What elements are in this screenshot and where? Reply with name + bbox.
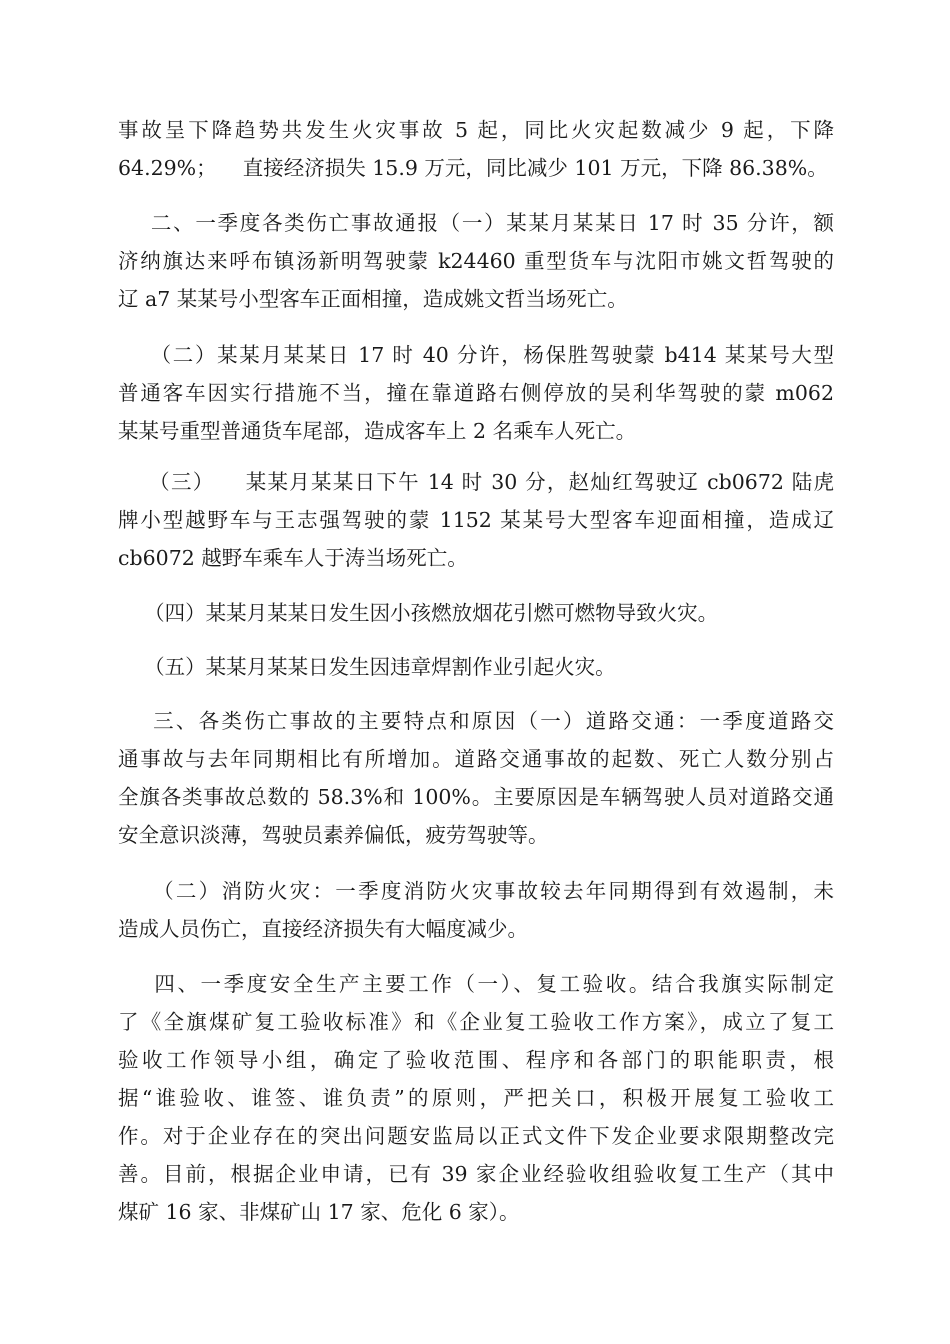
paragraph-resumption-work — [118, 965, 834, 1231]
paragraph-case-1 — [118, 204, 834, 318]
text-line: 安全意识淡薄，驾驶员素养偏低，疲劳驾驶等。 — [118, 823, 549, 847]
text-line: 某某号重型普通货车尾部，造成客车上 2 名乘车人死亡。 — [118, 419, 637, 443]
text-line: 验收工作领导小组，确定了验收范围、程序和各部门的职能职责，根 — [118, 1048, 834, 1072]
paragraph-fire-control — [118, 872, 834, 948]
text-line: （二）消防火灾：一季度消防火灾事故较去年同期得到有效遏制，未 — [118, 879, 834, 903]
text-line: （三） 某某月某某日下午 14 时 30 分，赵灿红驾驶辽 cb0672 陆虎 — [118, 470, 834, 494]
text-line: 64.29%； 直接经济损失 15.9 万元，同比减少 101 万元，下降 86.38%。 — [118, 156, 828, 180]
text-line: 普通客车因实行措施不当，撞在靠道路右侧停放的吴利华驾驶的蒙 m062 — [118, 381, 834, 405]
text-line: 济纳旗达来呼布镇汤新明驾驶蒙 k24460 重型货车与沈阳市姚文哲驾驶的 — [118, 249, 834, 273]
text-line: 通事故与去年同期相比有所增加。道路交通事故的起数、死亡人数分别占 — [118, 747, 834, 771]
text-line: 据“谁验收、谁签、谁负责”的原则，严把关口，积极开展复工验收工 — [118, 1086, 834, 1110]
paragraph-road-traffic — [118, 702, 834, 854]
text-line: 了《全旗煤矿复工验收标准》和《企业复工验收工作方案》，成立了复工 — [118, 1010, 834, 1034]
text-line: 全旗各类事故总数的 58.3%和 100%。主要原因是车辆驾驶人员对道路交通 — [118, 785, 834, 809]
text-line: （五）某某月某某日发生因违章焊割作业引起火灾。 — [118, 655, 616, 679]
text-line: 煤矿 16 家、非煤矿山 17 家、危化 6 家）。 — [118, 1200, 520, 1224]
text-line: 三、各类伤亡事故的主要特点和原因（一）道路交通：一季度道路交 — [118, 709, 834, 733]
text-line: （四）某某月某某日发生因小孩燃放烟花引燃可燃物导致火灾。 — [118, 601, 719, 625]
paragraph-case-4 — [118, 594, 834, 632]
text-line: 四、一季度安全生产主要工作（一）、复工验收。结合我旗实际制定 — [118, 972, 834, 996]
text-line: 造成人员伤亡，直接经济损失有大幅度减少。 — [118, 917, 528, 941]
text-line: 事故呈下降趋势共发生火灾事故 5 起，同比火灾起数减少 9 起，下降 — [118, 118, 834, 142]
text-line: cb6072 越野车乘车人于涛当场死亡。 — [118, 546, 468, 570]
text-line: 作。对于企业存在的突出问题安监局以正式文件下发企业要求限期整改完 — [118, 1124, 834, 1148]
paragraph-case-5 — [118, 648, 834, 686]
text-line: 二、一季度各类伤亡事故通报（一）某某月某某日 17 时 35 分许，额 — [118, 211, 834, 235]
text-line: 牌小型越野车与王志强驾驶的蒙 1152 某某号大型客车迎面相撞，造成辽 — [118, 508, 834, 532]
text-line: 辽 a7 某某号小型客车正面相撞，造成姚文哲当场死亡。 — [118, 287, 628, 311]
text-line: 善。目前，根据企业申请，已有 39 家企业经验收组验收复工生产（其中 — [118, 1162, 834, 1186]
paragraph-case-3 — [118, 463, 834, 577]
paragraph-case-2 — [118, 336, 834, 450]
paragraph-fire-summary — [118, 111, 834, 187]
text-line: （二）某某月某某日 17 时 40 分许，杨保胜驾驶蒙 b414 某某号大型 — [118, 343, 834, 367]
